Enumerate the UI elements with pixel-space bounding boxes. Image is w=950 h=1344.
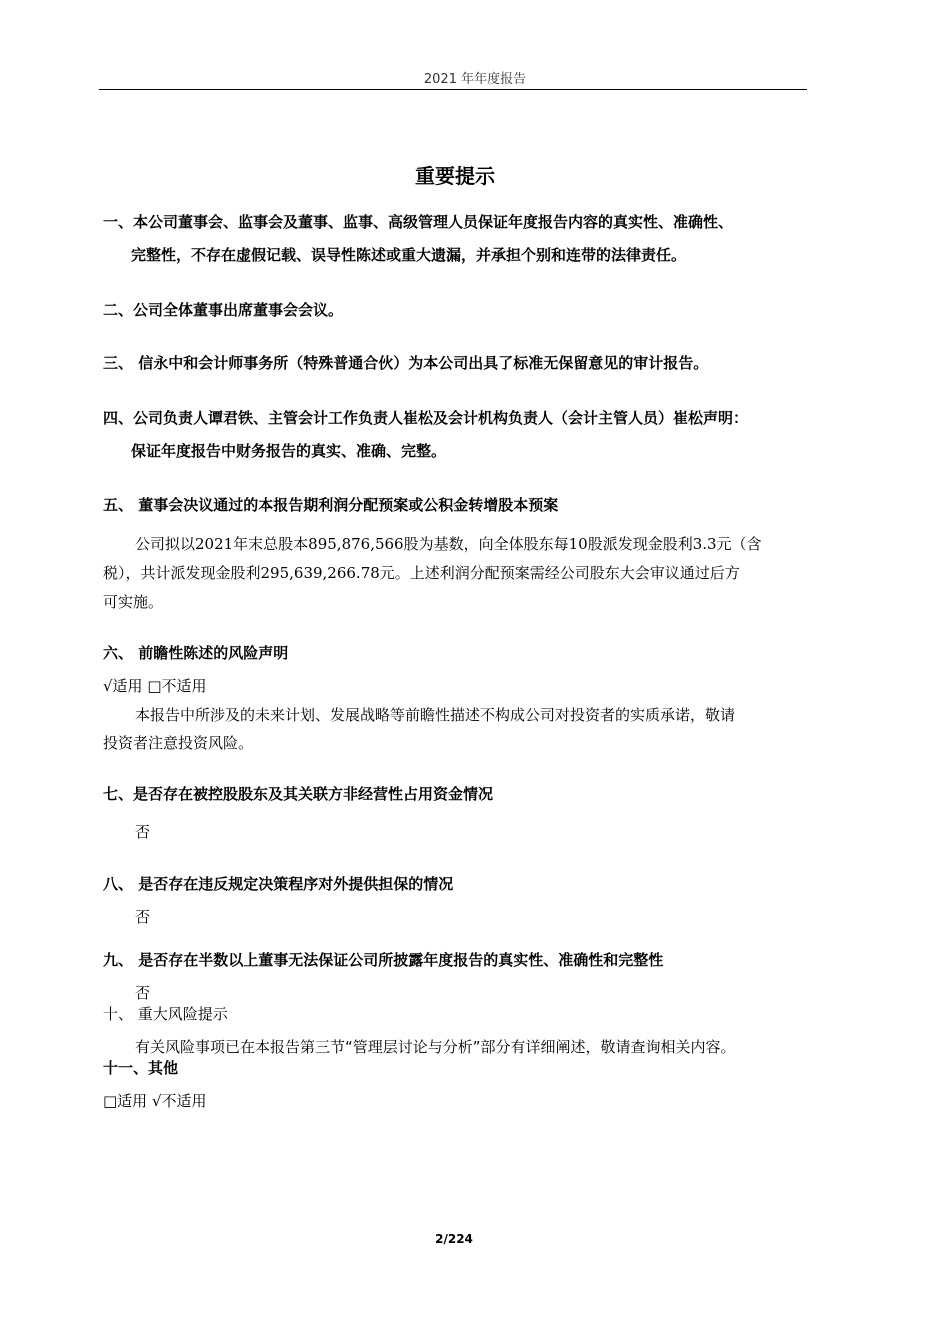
section-7-answer: 否 [135,823,151,841]
section-2-heading: 二、公司全体董事出席董事会会议。 [103,301,344,319]
section-1-line-1: 一、本公司董事会、监事会及董事、监事、高级管理人员保证年度报告内容的真实性、准确性、 [103,213,734,231]
section-6-body-line-2: 投资者注意投资风险。 [103,734,254,752]
section-5-heading: 五、 董事会决议通过的本报告期利润分配预案或公积金转增股本预案 [103,496,559,514]
section-9-answer: 否 [135,984,151,1002]
section-6-heading: 六、 前瞻性陈述的风险声明 [103,644,289,662]
section-5-body-line-3: 可实施。 [103,593,164,611]
section-1-line-2: 完整性，不存在虚假记载、误导性陈述或重大遗漏，并承担个别和连带的法律责任。 [131,246,687,264]
section-9-heading: 九、 是否存在半数以上董事无法保证公司所披露年度报告的真实性、准确性和完整性 [103,951,664,969]
section-8-heading: 八、 是否存在违反规定决策程序对外提供担保的情况 [103,875,454,893]
section-8-answer: 否 [135,908,151,926]
page-number: 2/224 [435,1232,473,1246]
section-4-line-1: 四、公司负责人谭君铁、主管会计工作负责人崔松及会计机构负责人（会计主管人员）崔松声明： [103,409,749,427]
section-4-line-2: 保证年度报告中财务报告的真实、准确、完整。 [131,442,447,460]
section-5-body-line-2: 税），共计派发现金股利295,639,266.78元。上述利润分配预案需经公司股东大会审议通过后方 [103,564,740,582]
section-5-body-line-1: 公司拟以2021年末总股本895,876,566股为基数，向全体股东每10股派发现金股利3.3元（含 [135,535,762,553]
section-11-heading: 十一、其他 [103,1059,179,1077]
page-header: 2021 年年度报告 [423,72,527,87]
section-7-heading: 七、是否存在被控股股东及其关联方非经营性占用资金情况 [103,785,494,803]
section-11-applicability: □适用 √不适用 [103,1092,207,1110]
section-10-heading: 十、 重大风险提示 [103,1005,228,1023]
header-divider [99,89,807,90]
section-3-heading: 三、 信永中和会计师事务所（特殊普通合伙）为本公司出具了标准无保留意见的审计报告。 [103,354,709,372]
section-6-body-line-1: 本报告中所涉及的未来计划、发展战略等前瞻性描述不构成公司对投资者的实质承诺，敬请 [135,706,736,724]
page-title: 重要提示 [415,164,495,188]
section-10-body: 有关风险事项已在本报告第三节“管理层讨论与分析”部分有详细阐述，敬请查询相关内容。 [135,1038,736,1056]
section-6-applicability: √适用 □不适用 [103,677,207,695]
